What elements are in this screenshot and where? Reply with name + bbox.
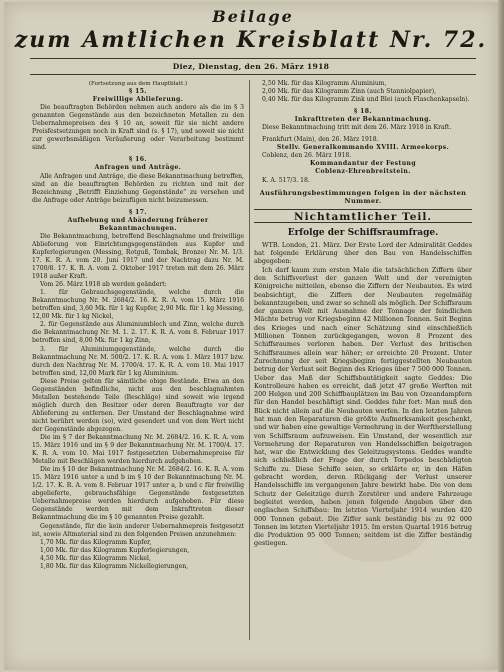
price-line: 2,00 Mk. für das Kilogramm Zinn (auch Stanniolpapier), — [262, 88, 437, 96]
dateline-rule — [30, 74, 476, 75]
section-17-paragraph: 2. für Gegenstände aus Aluminiumblech und Zinn, welche durch die Bekanntmachung Nr. M. 1. 2. 17. K. R. A. vom 8. Februar 1917 betroffen sind, 8,00 Mk. für 1 kg Zinn, — [32, 321, 244, 345]
section-17-paragraph: Die Bekanntmachung, betreffend Beschlagnahme und freiwillige Ablieferung von Einrichtungsgegenständen aus Kupfer und Kupferlegierungen (Messing, Rotguß, Tombak, Bronze) Nr. M. 1/3. 17. K. R. A. vom 20. Juni 1917 und der Nachtrag dazu Nr. M. 1700/8. 17. K. R. A. vom 2. Oktober 1917 treten mit dem 26. März 1918 außer Kraft. — [32, 232, 244, 281]
column-divider — [249, 80, 250, 640]
section-17-paragraph: Diese Preise gelten für sämtliche obige Bestände. Etwa an den Gegenständen befindliche, nicht aus den beschlagnahmten Metallen bestehende Teile (Beschläge) sind soweit wie irgend möglich durch den Besitzer oder deren Beauftragte vor der Ablieferung zu entfernen. Der Umstand der Beschlagnahme wird nicht berührt werden (so), wird gesondert und von dem Wert nicht der Gegenstände abgezogen. — [32, 377, 244, 433]
paper-stain — [314, 472, 434, 562]
signature-command: Stellv. Generalkommando XVIII. Armeekorps. — [276, 144, 450, 152]
price-line: 1,80 Mk. für das Kilogramm Nickellegierungen, — [40, 562, 189, 570]
masthead-supplement-title: Beilage — [212, 7, 294, 26]
signature-place-date: Frankfurt (Main), den 26. März 1918. — [262, 136, 379, 144]
signature-place-date: Coblenz, den 26. März 1918. — [262, 152, 352, 160]
price-line: 4,50 Mk. für das Kilogramm Nickel, — [40, 554, 151, 562]
implementation-notice: Ausführungsbestimmungen folgen in der nächsten Nummer. — [259, 188, 467, 205]
price-line: 0,40 Mk. für das Kilogramm Zink und Blei (auch Flaschenkapseln). — [262, 96, 470, 104]
continuation-note: (Fortsetzung aus dem Hauptblatt.) — [88, 81, 188, 87]
masthead-rule — [30, 58, 476, 59]
section-divider — [254, 209, 472, 223]
section-17-paragraph: Vom 26. März 1918 ab werden geändert: — [40, 281, 167, 289]
section-17-paragraph: 3. für Aluminiumgegenstände, welche durch die Bekanntmachung Nr. M. 500/2. 17. K. R. A. vom 1. März 1917 bzw. durch den Nachtrag Nr. M. 1700/4. 17. K. R. A. vom 10. Mai 1917 betroffen sind, 12,00 Mark für 1 kg Aluminium. — [32, 345, 244, 377]
section-17-paragraph: Die im § 7 der Bekanntmachung Nr. M. 2684/2. 16. K. R. A. vom 15. März 1916 und im § 9 der Bekanntmachung Nr. M. 1700/4. 17. K. R. A. vom 10. Mai 1917 festgesetzten Uebernahmepreise für Metalle mit Beschlägen werden hierdurch aufgehoben. — [32, 434, 244, 466]
article-paragraph: Ich darf kaum zum ersten Male die tatsächlichen Ziffern über den Schiffsverlust der ganzen Welt und der vereinigten Königreiche mitteilen, ebenso die Ziffern der Neubauten. Es wird beabsichtigt, die Ziffern der Neubauten regelmäßig bekanntzugeben, und zwar so schnell als möglich. Der Schiffsraum der ganzen Welt mit Ausnahme der Tonnage der feindlichen Mächte betrug vor Kriegsbeginn 42 Millionen Tonnen. Seit Beginn des Krieges und nach einer Schätzung sind einschließlich Millionen Tonnen zurückgegangen, wovon 8 Prozent des Schiffsraumes verloren haben. Der Verlust des britischen Schiffsraumes allein war höher; er erreichte 20 Prozent. Unter Zurechnung der seit Kriegsbeginn fertiggestellten Neubauten betrug der Verlust seit Beginn des Krieges über 7 500 000 Tonnen. Ueber das Maß der Schiffsbautätigkeit sagte Geddes: Die Kontrolleure haben es erreicht, daß jetzt 47 große Werften mit 200 Helgen und 200 Schiffbauplätzen im Bau von Ozeandampfern für den Handel beschäftigt sind. Geddes fuhr fort: Man muß den Blick nicht allein auf die Neubauten werfen. In den letzten Jahren hat man den Reparaturen die größte Aufmerksamkeit geschenkt, und wir haben eine gewaltige Vermehrung in der Werftherstellung von Schiffsraum aufzuweisen. Ein Umstand, der wesentlich zur Vermehrung der Reparaturen von Handelsschiffen beigetragen hat, war die Entwicklung des Geleitzugsystems. Geddes wandte sich schließlich der Frage der durch Torpedos beschädigten Schiffe zu. Diese Schiffe seien, so erklärte er, in den Häfen gebracht worden, deren Rückgang der Verlust unserer Handelsschiffe im vergangenen Jahre bewirkt habe. Die von dem Schutz der Geleitzüge durch Zerstörer und andere Fahrzeuge begleitet werden, haben jenen folgende Angaben über den englischen Schiffsbau: Im letzten Vierteljahr 1914 wurden 420 000 Tonnen gebaut. Die Ziffer sank beständig bis zu 92 000 Tonnen im letzten Vierteljahr 1915. Im ersten Quartal 1916 betrug die Produktion 95 000 Tonnen; seitdem ist die Ziffer beständig gestiegen. — [254, 265, 472, 548]
section-17-paragraph: 1. für Gebrauchsgegenstände, welche durch die Bekanntmachung Nr. M. 2684/2. 16. K. R. A. vom 15. März 1916 betroffen sind, 3,60 Mk. für 1 kg Kupfer, 2,90 Mk. für 1 kg Messing, 12,00 Mk. für 1 kg Nickel, — [32, 289, 244, 321]
price-line: 1,00 Mk. für das Kilogramm Kupferlegierungen, — [40, 546, 190, 554]
newspaper-page — [4, 2, 498, 670]
section-17-paragraph: Gegenstände, für die kein anderer Uebernahmepreis festgesetzt ist, sowie Altmaterial sind zu den folgenden Preisen anzunehmen: — [32, 522, 244, 538]
section-17-title: Aufhebung und Abänderung früherer Bekanntmachungen. — [67, 216, 209, 232]
section-18-text: Diese Bekanntmachung tritt mit dem 26. März 1918 in Kraft. — [262, 124, 452, 132]
section-16-number: § 16. — [129, 156, 147, 164]
signature-command: Coblenz-Ehrenbreitstein. — [315, 168, 411, 176]
masthead — [4, 8, 498, 54]
section-18-title: Inkrafttreten der Bekanntmachung. — [294, 116, 432, 124]
price-line: 2,50 Mk. für das Kilogramm Aluminium, — [262, 80, 387, 87]
binding-edge — [498, 0, 504, 672]
section-15-title: Freiwillige Ablieferung. — [92, 96, 184, 104]
article-title: Erfolge der Schiffsraumfrage. — [287, 227, 439, 238]
reference-number: K. A. 517/3. 18. — [262, 176, 310, 184]
section-15-text: Die beauftragten Behörden nehmen auch andere als die im § 3 genannten Gegenstände aus den bezeichneten Metallen zu den Uebernahmepreisen des § 10 an, soweit für sie nicht andere Preisfestsetzungen noch in Kraft sind (s. § 17), und soweit sie nicht zur gewerbsmäßigen Veräußerung oder Verarbeitung bestimmt sind. — [32, 104, 244, 152]
left-column — [32, 80, 244, 571]
nonofficial-section-title: Nichtamtlicher Teil. — [293, 210, 433, 223]
section-16-title: Anfragen und Anträge. — [94, 164, 182, 172]
section-17-paragraph: Die im § 10 der Bekanntmachung Nr. M. 2684/2. 16. K. R. A. vom 15. März 1916 unter a und b im § 10 der Bekanntmachung Nr. M. 1/2. 17. K. R. A. vom 8. Februar 1917 unter a, b und c für freiwillig abgelieferte, gebrauchsfähige Gegenstände festgesetzten Uebernahmepreise werden hierdurch aufgehoben. Für diese Gegenstände werden mit dem Inkrafttreten dieser Bekanntmachung die im § 10 genannten Preise gezahlt. — [32, 466, 244, 522]
section-16-text: Alle Anfragen und Anträge, die diese Bekanntmachung betreffen, sind an die beauftragten Behörden zu richten und mit der Bezeichnung „Betrifft Einziehung Gegenstände“ zu versehen und die Anfrage oder Anträge beizufügen nicht beizumessen. — [32, 172, 244, 204]
signature-command: Kommandantur der Festung — [309, 160, 417, 168]
article-paragraph: WTB. London, 21. März. Der Erste Lord der Admiralität Geddes hat folgende Erklärung über den Bau von Handelsschiffen abgegeben: — [254, 240, 472, 266]
masthead-title: zum Amtlichen Kreisblatt Nr. 72. — [14, 27, 488, 53]
section-18-number: § 18. — [354, 108, 372, 116]
dateline: Diez, Dienstag, den 26. März 1918 — [172, 62, 330, 71]
price-line: 1,70 Mk. für das Kilogramm Kupfer, — [40, 538, 152, 546]
section-17-number: § 17. — [129, 208, 147, 216]
section-15-number: § 15. — [129, 88, 147, 96]
